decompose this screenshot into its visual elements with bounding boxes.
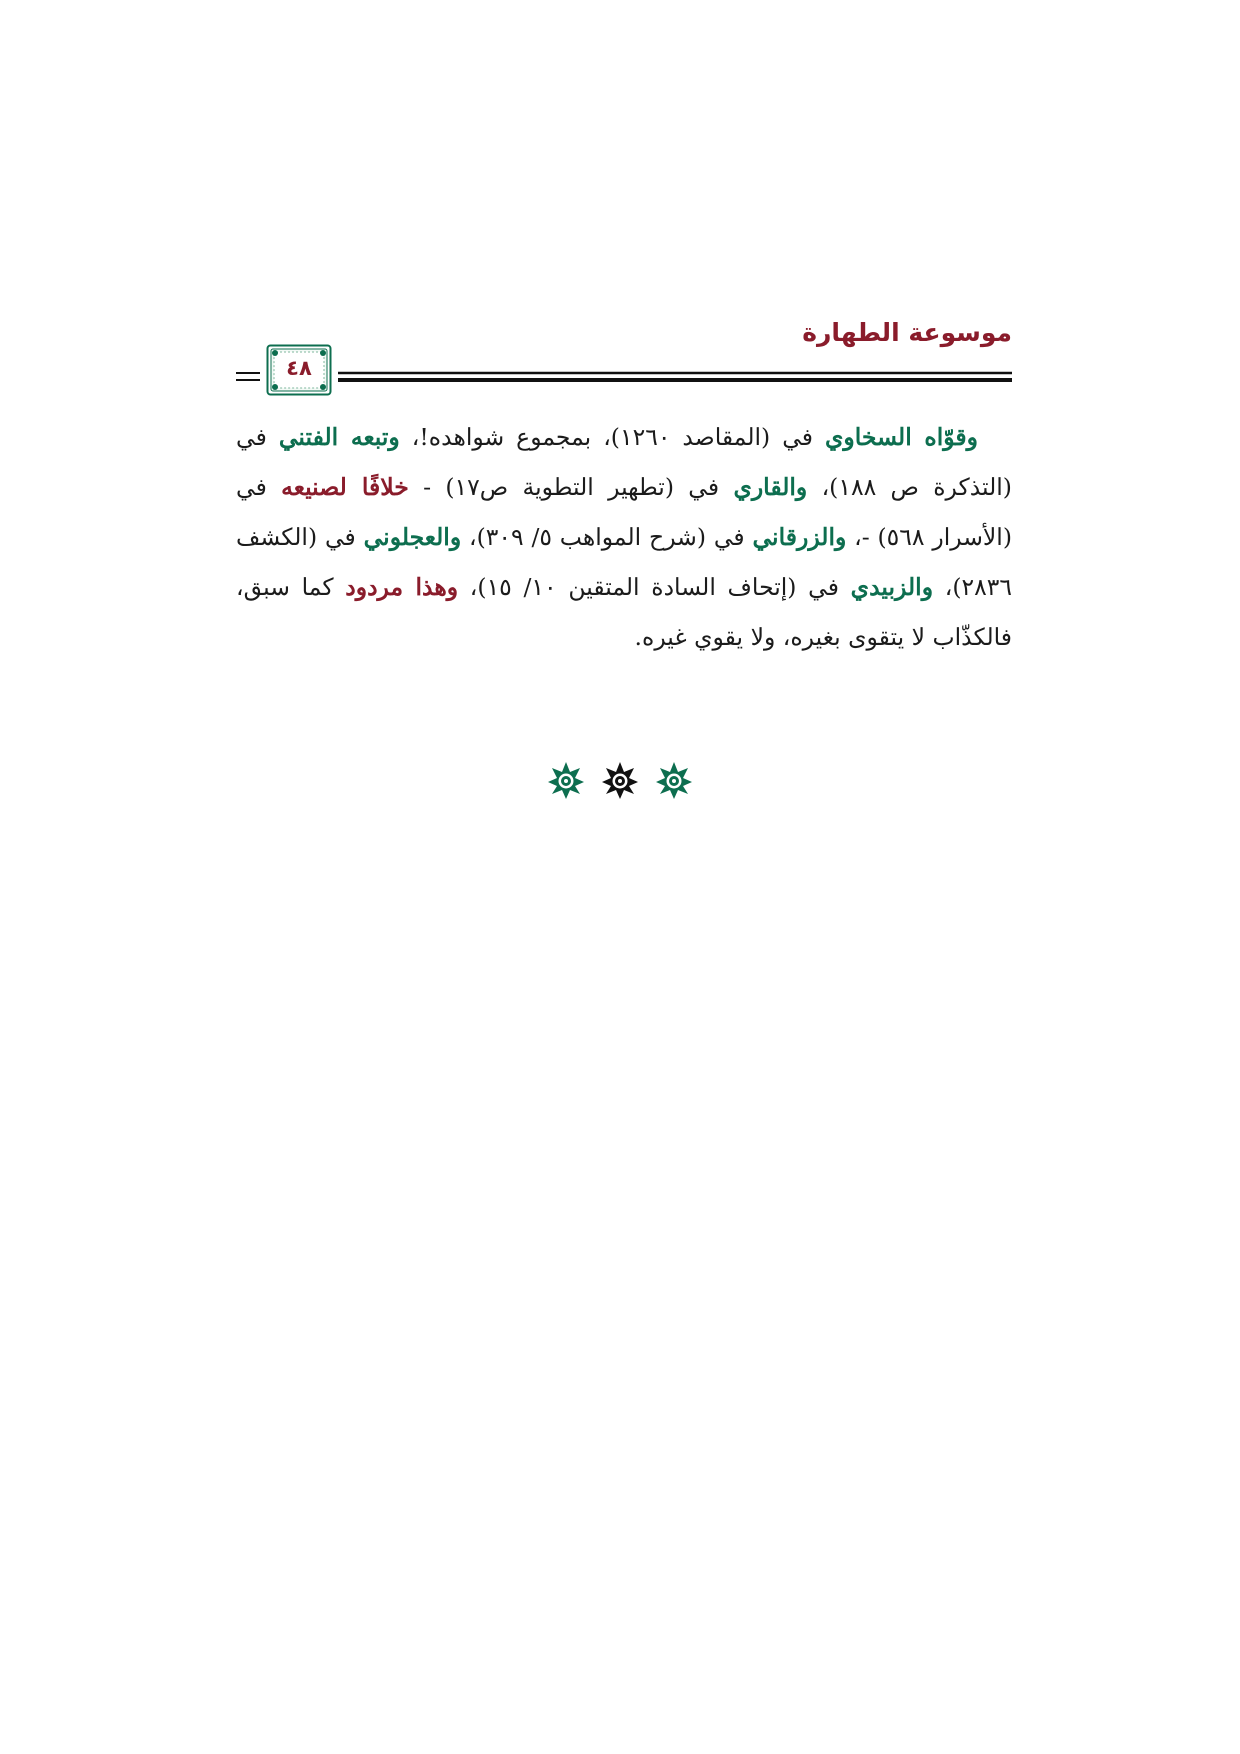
paragraph-text: في (التذكرة ص ١٨٨)، xyxy=(236,423,1012,501)
page-number-badge xyxy=(266,344,332,396)
emphasis-text: وهذا مردود xyxy=(345,573,459,601)
main-paragraph xyxy=(236,412,1012,662)
scholar-name: والقاري xyxy=(733,473,808,501)
section-end-ornaments xyxy=(0,760,1240,804)
paragraph-text: في (الكشف ٢٨٣٦)، xyxy=(236,523,1012,601)
paragraph-text: في (شرح المواهب ٥/ ٣٠٩)، xyxy=(461,523,753,551)
scholar-name: والزبيدي xyxy=(850,573,934,601)
star-ornament-icon xyxy=(600,760,640,800)
header-rule xyxy=(236,370,1012,384)
page-number: ٤٨ xyxy=(286,356,312,380)
paragraph-text: في (تطهير التطوية ص١٧) - xyxy=(408,473,734,501)
paragraph-text: في (الأسرار ٥٦٨) -، xyxy=(236,473,1012,551)
flower-ornament-icon xyxy=(546,760,586,800)
paragraph-segments xyxy=(236,423,1012,651)
page-header xyxy=(236,318,1012,396)
scholar-name: والعجلوني xyxy=(363,523,462,551)
paragraph-text: في (المقاصد ١٢٦٠)، بمجموع شواهده!، xyxy=(399,423,826,451)
paragraph-text: في (إتحاف السادة المتقين ١٠/ ١٥)، xyxy=(458,573,851,601)
scholar-name: وتبعه الفتني xyxy=(278,423,400,451)
emphasis-text: خلافًا لصنيعه xyxy=(281,473,409,501)
scholar-name: والزرقاني xyxy=(752,523,847,551)
scholar-name: وقوّاه السخاوي xyxy=(825,423,978,451)
paragraph-text: كما سبق، فالكذّاب لا يتقوى بغيره، ولا يقوي غيره. xyxy=(236,573,1012,651)
flower-ornament-icon xyxy=(654,760,694,800)
book-title: موسوعة الطهارة xyxy=(802,318,1012,347)
